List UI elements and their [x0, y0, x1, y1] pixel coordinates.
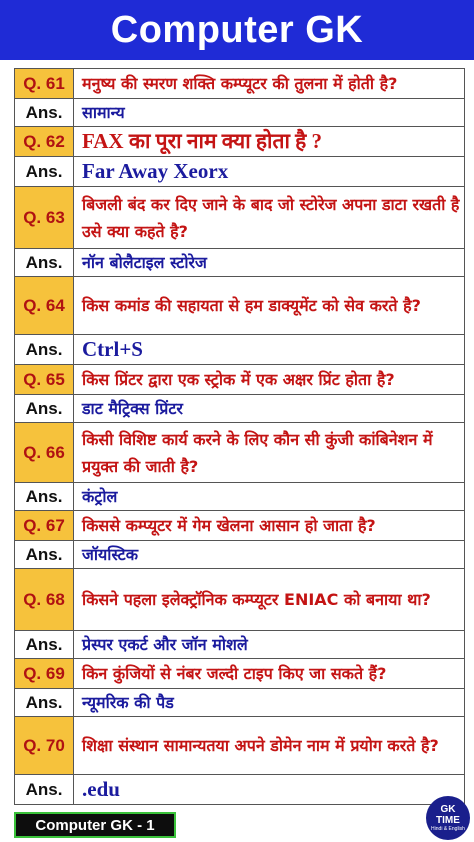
- qa-table-body: [15, 69, 465, 805]
- question-number: Q. 68: [15, 569, 74, 631]
- answer-label: Ans.: [15, 631, 74, 659]
- answer-label: Ans.: [15, 775, 74, 805]
- answer-text: जॉयस्टिक: [74, 541, 465, 569]
- answer-row: [15, 631, 465, 659]
- question-number: Q. 61: [15, 69, 74, 99]
- question-text: किस प्रिंटर द्वारा एक स्ट्रोक में एक अक्षर प्रिंट होता है?: [74, 365, 465, 395]
- question-number: Q. 64: [15, 277, 74, 335]
- question-text: किसी विशिष्ट कार्य करने के लिए कौन सी कुंजी कांबिनेशन में प्रयुक्त की जाती है?: [74, 423, 465, 483]
- answer-label: Ans.: [15, 157, 74, 187]
- question-text: शिक्षा संस्थान सामान्यतया अपने डोमेन नाम में प्रयोग करते है?: [74, 717, 465, 775]
- question-number: Q. 70: [15, 717, 74, 775]
- question-row: [15, 717, 465, 775]
- answer-row: [15, 689, 465, 717]
- answer-label: Ans.: [15, 335, 74, 365]
- answer-row: [15, 775, 465, 805]
- question-row: [15, 511, 465, 541]
- question-row: [15, 127, 465, 157]
- question-row: [15, 187, 465, 249]
- answer-label: Ans.: [15, 689, 74, 717]
- question-text: किससे कम्प्यूटर में गेम खेलना आसान हो जाता है?: [74, 511, 465, 541]
- question-row: [15, 277, 465, 335]
- answer-label: Ans.: [15, 541, 74, 569]
- question-row: [15, 569, 465, 631]
- answer-label: Ans.: [15, 395, 74, 423]
- answer-row: [15, 335, 465, 365]
- question-row: [15, 365, 465, 395]
- question-number: Q. 67: [15, 511, 74, 541]
- answer-label: Ans.: [15, 249, 74, 277]
- question-number: Q. 69: [15, 659, 74, 689]
- answer-row: [15, 541, 465, 569]
- answer-text: Far Away Xeorx: [74, 157, 465, 187]
- logo-line-2: TIME: [436, 815, 460, 826]
- question-number: Q. 65: [15, 365, 74, 395]
- answer-text: कंट्रोल: [74, 483, 465, 511]
- logo-line-3: Hindi & English: [431, 826, 465, 832]
- footer-series-label: Computer GK - 1: [14, 812, 176, 838]
- question-text: मनुष्य की स्मरण शक्ति कम्प्यूटर की तुलना में होती है?: [74, 69, 465, 99]
- question-row: [15, 423, 465, 483]
- qa-table: [14, 68, 465, 805]
- question-number: Q. 66: [15, 423, 74, 483]
- question-text: बिजली बंद कर दिए जाने के बाद जो स्टोरेज अपना डाटा रखती है उसे क्या कहते है?: [74, 187, 465, 249]
- question-text: किस कमांड की सहायता से हम डाक्यूमेंट को सेव करते है?: [74, 277, 465, 335]
- answer-label: Ans.: [15, 99, 74, 127]
- answer-text: Ctrl+S: [74, 335, 465, 365]
- question-row: [15, 659, 465, 689]
- answer-row: [15, 157, 465, 187]
- question-text: किसने पहला इलेक्ट्रॉनिक कम्प्यूटर ENIAC को बनाया था?: [74, 569, 465, 631]
- answer-row: [15, 483, 465, 511]
- answer-text: .edu: [74, 775, 465, 805]
- answer-row: [15, 249, 465, 277]
- answer-label: Ans.: [15, 483, 74, 511]
- page-title: Computer GK: [110, 8, 364, 51]
- answer-row: [15, 99, 465, 127]
- question-row: [15, 69, 465, 99]
- gk-time-logo: [426, 796, 470, 840]
- answer-text: नॉन बोलैटाइल स्टोरेज: [74, 249, 465, 277]
- question-number: Q. 62: [15, 127, 74, 157]
- question-text: FAX का पूरा नाम क्या होता है ?: [74, 127, 465, 157]
- answer-text: डाट मैट्रिक्स प्रिंटर: [74, 395, 465, 423]
- question-number: Q. 63: [15, 187, 74, 249]
- question-text: किन कुंजियों से नंबर जल्दी टाइप किए जा सकते हैं?: [74, 659, 465, 689]
- answer-row: [15, 395, 465, 423]
- answer-text: सामान्य: [74, 99, 465, 127]
- logo-line-1: GK: [440, 804, 456, 815]
- answer-text: न्यूमरिक की पैड: [74, 689, 465, 717]
- header-banner: [0, 0, 474, 60]
- answer-text: प्रेस्पर एकर्ट और जॉन मोशले: [74, 631, 465, 659]
